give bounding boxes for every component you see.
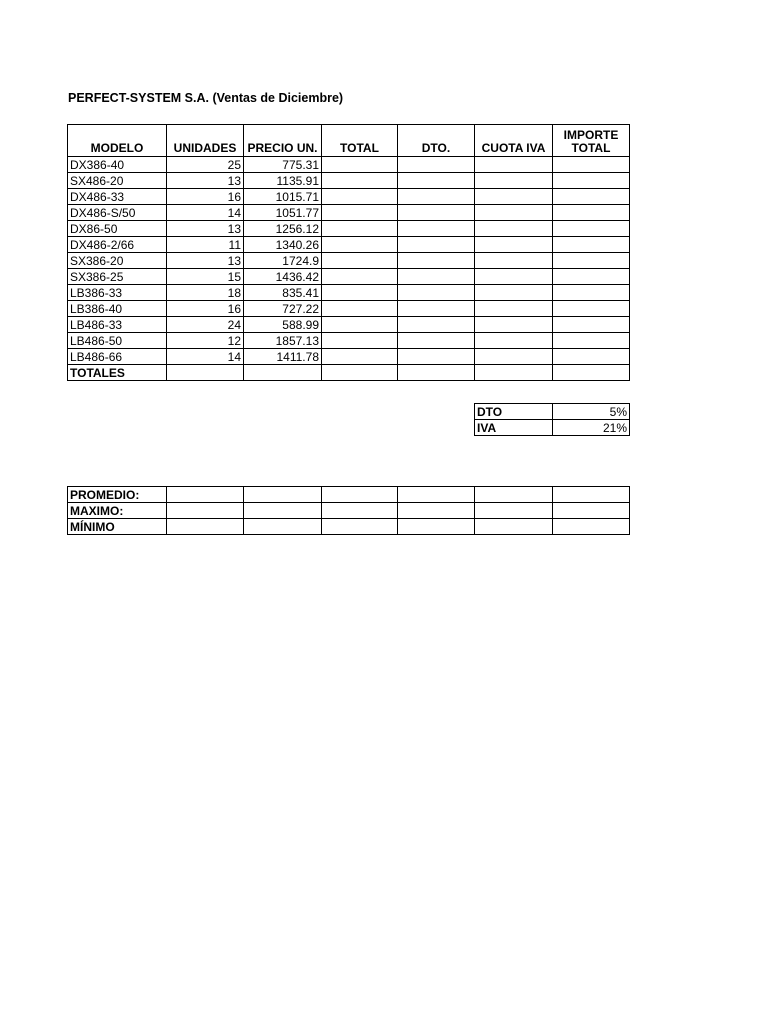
cell-dto[interactable]: [398, 269, 475, 285]
table-row: [68, 205, 630, 221]
cell-dto[interactable]: [398, 237, 475, 253]
cell-dto[interactable]: [398, 189, 475, 205]
cell-total[interactable]: [322, 253, 398, 269]
cell-modelo[interactable]: DX486-2/66: [68, 237, 167, 253]
sales-table: [67, 124, 630, 381]
minimo-dto[interactable]: [398, 519, 475, 535]
cell-importe-total[interactable]: [553, 237, 630, 253]
cell-cuota-iva[interactable]: [475, 269, 553, 285]
cell-precio[interactable]: 1436.42: [244, 269, 322, 285]
col-header-precio[interactable]: PRECIO UN.: [244, 125, 322, 157]
cell-modelo[interactable]: LB386-40: [68, 301, 167, 317]
cell-unidades[interactable]: 24: [167, 317, 244, 333]
cell-dto[interactable]: [398, 157, 475, 173]
cell-unidades[interactable]: 14: [167, 205, 244, 221]
cell-total[interactable]: [322, 237, 398, 253]
cell-modelo[interactable]: DX486-33: [68, 189, 167, 205]
promedio-label[interactable]: PROMEDIO:: [68, 487, 167, 503]
cell-cuota-iva[interactable]: [475, 173, 553, 189]
cell-unidades[interactable]: 16: [167, 301, 244, 317]
cell-importe-total[interactable]: [553, 269, 630, 285]
cell-unidades[interactable]: 13: [167, 253, 244, 269]
cell-precio[interactable]: 775.31: [244, 157, 322, 173]
promedio-precio[interactable]: [244, 487, 322, 503]
cell-precio[interactable]: 1857.13: [244, 333, 322, 349]
table-row: [68, 317, 630, 333]
cell-unidades[interactable]: 13: [167, 221, 244, 237]
maximo-unidades[interactable]: [167, 503, 244, 519]
stats-row-maximo: [68, 503, 630, 519]
cell-importe-total[interactable]: [553, 189, 630, 205]
table-row: [68, 349, 630, 365]
totals-total[interactable]: [322, 365, 398, 381]
table-row: [68, 221, 630, 237]
maximo-dto[interactable]: [398, 503, 475, 519]
stats-table: [67, 486, 630, 535]
table-row: [68, 301, 630, 317]
col-header-importe-total[interactable]: [553, 125, 630, 157]
dto-value[interactable]: 5%: [553, 404, 630, 420]
totals-row: [68, 365, 630, 381]
cell-unidades[interactable]: 12: [167, 333, 244, 349]
cell-dto[interactable]: [398, 253, 475, 269]
cell-importe-total[interactable]: [553, 301, 630, 317]
sheet-title: PERFECT-SYSTEM S.A. (Ventas de Diciembre): [68, 91, 344, 105]
promedio-importe-total[interactable]: [553, 487, 630, 503]
table-row: [68, 157, 630, 173]
cell-cuota-iva[interactable]: [475, 317, 553, 333]
cell-unidades[interactable]: 25: [167, 157, 244, 173]
totals-dto[interactable]: [398, 365, 475, 381]
totals-cuota-iva[interactable]: [475, 365, 553, 381]
table-row: [68, 173, 630, 189]
cell-total[interactable]: [322, 221, 398, 237]
cell-precio[interactable]: 1015.71: [244, 189, 322, 205]
maximo-importe-total[interactable]: [553, 503, 630, 519]
cell-importe-total[interactable]: [553, 285, 630, 301]
cell-precio[interactable]: 727.22: [244, 301, 322, 317]
cell-cuota-iva[interactable]: [475, 157, 553, 173]
cell-importe-total[interactable]: [553, 317, 630, 333]
cell-modelo[interactable]: SX486-20: [68, 173, 167, 189]
cell-dto[interactable]: [398, 205, 475, 221]
cell-unidades[interactable]: 13: [167, 173, 244, 189]
maximo-precio[interactable]: [244, 503, 322, 519]
dto-label[interactable]: DTO: [475, 404, 553, 420]
cell-modelo[interactable]: DX386-40: [68, 157, 167, 173]
cell-total[interactable]: [322, 333, 398, 349]
minimo-importe-total[interactable]: [553, 519, 630, 535]
maximo-label[interactable]: MAXIMO:: [68, 503, 167, 519]
stats-row-minimo: [68, 519, 630, 535]
cell-importe-total[interactable]: [553, 157, 630, 173]
cell-precio[interactable]: 1724.9: [244, 253, 322, 269]
col-header-total[interactable]: TOTAL: [322, 125, 398, 157]
cell-total[interactable]: [322, 285, 398, 301]
promedio-unidades[interactable]: [167, 487, 244, 503]
stats-row-promedio: [68, 487, 630, 503]
rate-row-iva: [475, 420, 630, 436]
rate-row-dto: [475, 404, 630, 420]
cell-unidades[interactable]: 11: [167, 237, 244, 253]
cell-modelo[interactable]: LB486-50: [68, 333, 167, 349]
iva-value[interactable]: 21%: [553, 420, 630, 436]
maximo-cuota-iva[interactable]: [475, 503, 553, 519]
cell-total[interactable]: [322, 317, 398, 333]
table-row: [68, 285, 630, 301]
iva-label[interactable]: IVA: [475, 420, 553, 436]
rates-table: [474, 403, 630, 436]
cell-dto[interactable]: [398, 285, 475, 301]
cell-importe-total[interactable]: [553, 333, 630, 349]
cell-cuota-iva[interactable]: [475, 333, 553, 349]
totals-importe-total[interactable]: [553, 365, 630, 381]
cell-precio[interactable]: 1340.26: [244, 237, 322, 253]
importe-line1: IMPORTE: [563, 128, 619, 142]
cell-precio[interactable]: 1256.12: [244, 221, 322, 237]
cell-importe-total[interactable]: [553, 221, 630, 237]
cell-total[interactable]: [322, 349, 398, 365]
importe-line2: TOTAL: [571, 141, 611, 155]
col-header-dto[interactable]: DTO.: [398, 125, 475, 157]
col-header-unidades[interactable]: UNIDADES: [167, 125, 244, 157]
table-row: [68, 253, 630, 269]
cell-precio[interactable]: 1411.78: [244, 349, 322, 365]
cell-cuota-iva[interactable]: [475, 349, 553, 365]
cell-unidades[interactable]: 15: [167, 269, 244, 285]
cell-modelo[interactable]: DX486-S/50: [68, 205, 167, 221]
totals-unidades[interactable]: [167, 365, 244, 381]
cell-cuota-iva[interactable]: [475, 205, 553, 221]
promedio-dto[interactable]: [398, 487, 475, 503]
cell-modelo[interactable]: LB486-33: [68, 317, 167, 333]
promedio-cuota-iva[interactable]: [475, 487, 553, 503]
cell-total[interactable]: [322, 301, 398, 317]
cell-importe-total[interactable]: [553, 253, 630, 269]
cell-cuota-iva[interactable]: [475, 253, 553, 269]
cell-total[interactable]: [322, 173, 398, 189]
table-row: [68, 189, 630, 205]
cell-unidades[interactable]: 16: [167, 189, 244, 205]
cell-dto[interactable]: [398, 317, 475, 333]
cell-dto[interactable]: [398, 301, 475, 317]
cell-dto[interactable]: [398, 333, 475, 349]
cell-total[interactable]: [322, 189, 398, 205]
table-row: [68, 269, 630, 285]
cell-cuota-iva[interactable]: [475, 237, 553, 253]
col-header-modelo[interactable]: MODELO: [68, 125, 167, 157]
cell-precio[interactable]: 835.41: [244, 285, 322, 301]
minimo-cuota-iva[interactable]: [475, 519, 553, 535]
cell-total[interactable]: [322, 269, 398, 285]
minimo-total[interactable]: [322, 519, 398, 535]
header-row: [68, 125, 630, 157]
cell-importe-total[interactable]: [553, 173, 630, 189]
cell-modelo[interactable]: SX386-25: [68, 269, 167, 285]
cell-cuota-iva[interactable]: [475, 221, 553, 237]
cell-modelo[interactable]: SX386-20: [68, 253, 167, 269]
cell-importe-total[interactable]: [553, 349, 630, 365]
cell-cuota-iva[interactable]: [475, 285, 553, 301]
col-header-cuota-iva[interactable]: CUOTA IVA: [475, 125, 553, 157]
minimo-label[interactable]: MÍNIMO: [68, 519, 167, 535]
cell-modelo[interactable]: LB486-66: [68, 349, 167, 365]
cell-modelo[interactable]: DX86-50: [68, 221, 167, 237]
cell-precio[interactable]: 1051.77: [244, 205, 322, 221]
table-row: [68, 333, 630, 349]
cell-importe-total[interactable]: [553, 205, 630, 221]
cell-precio[interactable]: 588.99: [244, 317, 322, 333]
cell-unidades[interactable]: 14: [167, 349, 244, 365]
cell-modelo[interactable]: LB386-33: [68, 285, 167, 301]
cell-precio[interactable]: 1135.91: [244, 173, 322, 189]
totals-precio[interactable]: [244, 365, 322, 381]
table-row: [68, 237, 630, 253]
cell-total[interactable]: [322, 205, 398, 221]
cell-dto[interactable]: [398, 349, 475, 365]
maximo-total[interactable]: [322, 503, 398, 519]
minimo-unidades[interactable]: [167, 519, 244, 535]
cell-dto[interactable]: [398, 173, 475, 189]
cell-cuota-iva[interactable]: [475, 189, 553, 205]
cell-total[interactable]: [322, 157, 398, 173]
cell-cuota-iva[interactable]: [475, 301, 553, 317]
minimo-precio[interactable]: [244, 519, 322, 535]
promedio-total[interactable]: [322, 487, 398, 503]
cell-unidades[interactable]: 18: [167, 285, 244, 301]
totals-label[interactable]: TOTALES: [68, 365, 167, 381]
cell-dto[interactable]: [398, 221, 475, 237]
